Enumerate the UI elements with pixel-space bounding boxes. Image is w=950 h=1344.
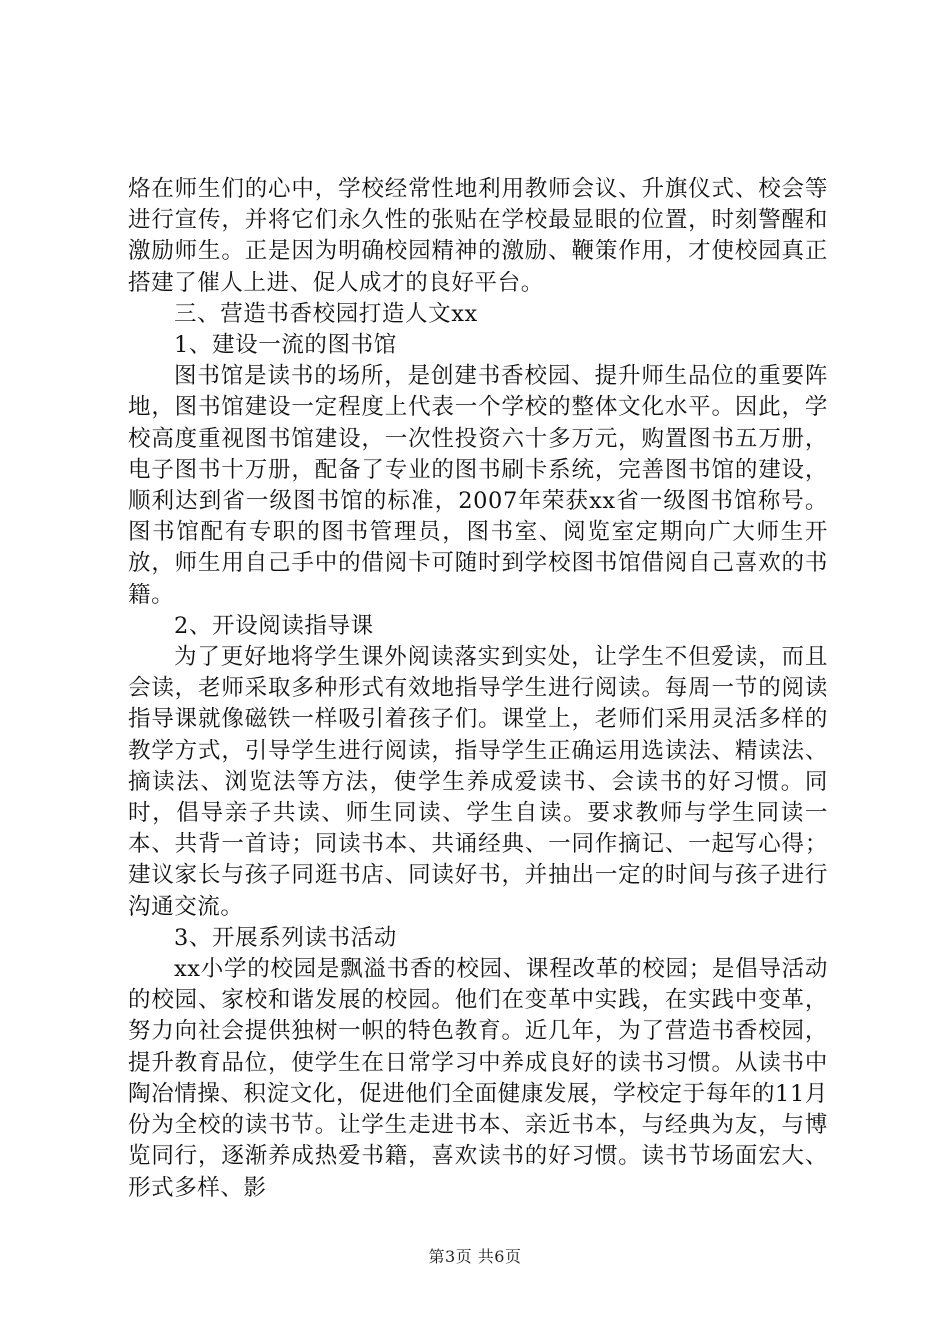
subheading-library: 1、建设一流的图书馆 — [174, 332, 397, 359]
subheading-reading-class: 2、开设阅读指导课 — [174, 612, 374, 639]
paragraph-reading-activities: xx小学的校园是飘溢书香的校园、课程改革的校园；是倡导活动的校园、家校和谐发展的校园。他们在变革中实践，在实践中变革，努力向社会提供独树一帜的特色教育。近几年，为了营造书香校园，提升教育品位，使学生在日常学习中养成良好的读书习惯。从读书中陶冶情操、积淀文化，促进他们全面健康发展，学校定于每年的11月份为全校的读书节。让学生走进书本、亲近书本，与经典为友，与博览同行，逐渐养成热爱书籍，喜欢读书的好习惯。读书节场面宏大、形式多样、影 — [128, 956, 828, 1201]
document-body — [128, 174, 828, 1204]
page-footer: 第3页 共6页 — [428, 1247, 522, 1266]
paragraph-library: 图书馆是读书的场所，是创建书香校园、提升师生品位的重要阵地，图书馆建设一定程度上代表一个学校的整体文化水平。因此，学校高度重视图书馆建设，一次性投资六十多万元，购置图书五万册，电子图书十万册，配备了专业的图书刷卡系统，完善图书馆的建设，顺利达到省一级图书馆的标准，2007年荣获xx省一级图书馆称号。图书馆配有专职的图书管理员，图书室、阅览室定期向广大师生开放，师生用自己手中的借阅卡可随时到学校图书馆借阅自己喜欢的书籍。 — [128, 363, 828, 608]
paragraph-continued: 烙在师生们的心中，学校经常性地利用教师会议、升旗仪式、校会等进行宣传，并将它们永久性的张贴在学校最显眼的位置，时刻警醒和激励师生。正是因为明确校园精神的激励、鞭策作用，才使校园真正搭建了催人上进、促人成才的良好平台。 — [128, 176, 828, 296]
subheading-reading-activities: 3、开展系列读书活动 — [174, 924, 397, 951]
paragraph-reading-class: 为了更好地将学生课外阅读落实到实处，让学生不但爱读，而且会读，老师采取多种形式有效地指导学生进行阅读。每周一节的阅读指导课就像磁铁一样吸引着孩子们。课堂上，老师们采用灵活多样的教学方式，引导学生进行阅读，指导学生正确运用选读法、精读法、摘读法、浏览法等方法，使学生养成爱读书、会读书的好习惯。同时，倡导亲子共读、师生同读、学生自读。要求教师与学生同读一本、共背一首诗；同读书本、共诵经典、一同作摘记、一起写心得；建议家长与孩子同逛书店、同读好书，并抽出一定的时间与孩子进行沟通交流。 — [128, 644, 828, 920]
section-heading-3: 三、营造书香校园打造人文xx — [174, 300, 478, 327]
